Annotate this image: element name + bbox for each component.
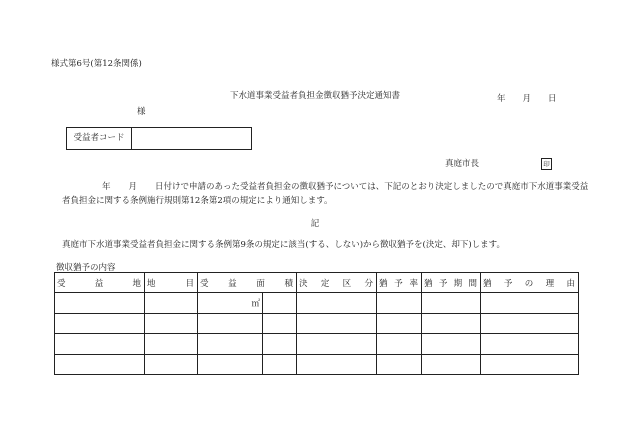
beneficiary-code-field[interactable]	[132, 128, 251, 149]
beneficiary-code-label: 受益者コード	[67, 128, 132, 149]
addressee-suffix: 様	[137, 107, 146, 117]
cell-area[interactable]	[263, 293, 297, 313]
cell-rate[interactable]	[377, 293, 422, 313]
table-row	[55, 313, 579, 333]
cell-decision[interactable]	[297, 313, 377, 333]
body-text-1: 日付けで申請のあった受益者負担金の徴収猶予については、下記のとおり決定しましたので真庭市下水道事業受益	[155, 182, 589, 192]
cell-land[interactable]	[55, 354, 145, 374]
cell-rate[interactable]	[377, 313, 422, 333]
cell-period[interactable]	[422, 313, 481, 333]
cell-reason[interactable]	[481, 313, 579, 333]
cell-area-left[interactable]	[198, 334, 263, 354]
cell-area[interactable]	[263, 354, 297, 374]
table-row	[55, 354, 579, 374]
header-rate: 猶予率	[377, 273, 422, 293]
cell-decision[interactable]	[297, 354, 377, 374]
table-header-row	[55, 273, 579, 293]
cell-decision[interactable]	[297, 334, 377, 354]
body-line-3: 真庭市下水道事業受益者負担金に関する条例第9条の規定に該当(する、しない)から徴収猶予を(決定、却下)します。	[62, 240, 505, 250]
table-row	[55, 293, 579, 313]
cell-area-left[interactable]	[198, 313, 263, 333]
deferral-table	[54, 272, 579, 375]
cell-category[interactable]	[145, 313, 198, 333]
header-land-category: 地目	[145, 273, 198, 293]
seal-mark: 印	[541, 158, 552, 170]
mayor-label: 真庭市長	[445, 159, 480, 169]
header-beneficiary-land: 受益地	[55, 273, 145, 293]
cell-reason[interactable]	[481, 354, 579, 374]
cell-period[interactable]	[422, 354, 481, 374]
date-line	[497, 95, 558, 104]
cell-rate[interactable]	[377, 334, 422, 354]
body-year: 年	[102, 182, 111, 192]
cell-area[interactable]	[263, 313, 297, 333]
document-title: 下水道事業受益者負担金徴収猶予決定通知書	[229, 91, 400, 101]
body-line-1	[102, 183, 588, 192]
cell-land[interactable]	[55, 334, 145, 354]
header-reason: 猶予の理由	[481, 273, 579, 293]
beneficiary-code-box	[66, 127, 252, 150]
cell-land[interactable]	[55, 293, 145, 313]
cell-period[interactable]	[422, 334, 481, 354]
table-label: 徴収猶予の内容	[56, 263, 116, 273]
table-row	[55, 334, 579, 354]
header-area: 受益面積	[198, 273, 297, 293]
cell-area-left[interactable]	[198, 354, 263, 374]
cell-area[interactable]	[263, 334, 297, 354]
ki-heading: 記	[310, 219, 320, 229]
cell-category[interactable]	[145, 354, 198, 374]
cell-decision[interactable]	[297, 293, 377, 313]
cell-category[interactable]	[145, 293, 198, 313]
cell-reason[interactable]	[481, 334, 579, 354]
cell-land[interactable]	[55, 313, 145, 333]
date-day: 日	[548, 94, 558, 104]
cell-area-unit: ㎡	[198, 293, 263, 313]
cell-reason[interactable]	[481, 293, 579, 313]
form-number: 様式第6号(第12条関係)	[51, 59, 142, 69]
date-month: 月	[522, 94, 533, 104]
cell-category[interactable]	[145, 334, 198, 354]
body-line-2: 者負担金に関する条例施行規則第12条第2項の規定により通知します。	[62, 196, 333, 206]
header-period: 猶予期間	[422, 273, 481, 293]
date-year: 年	[497, 94, 507, 104]
cell-period[interactable]	[422, 293, 481, 313]
header-decision: 決定区分	[297, 273, 377, 293]
body-month: 月	[128, 182, 138, 192]
cell-rate[interactable]	[377, 354, 422, 374]
